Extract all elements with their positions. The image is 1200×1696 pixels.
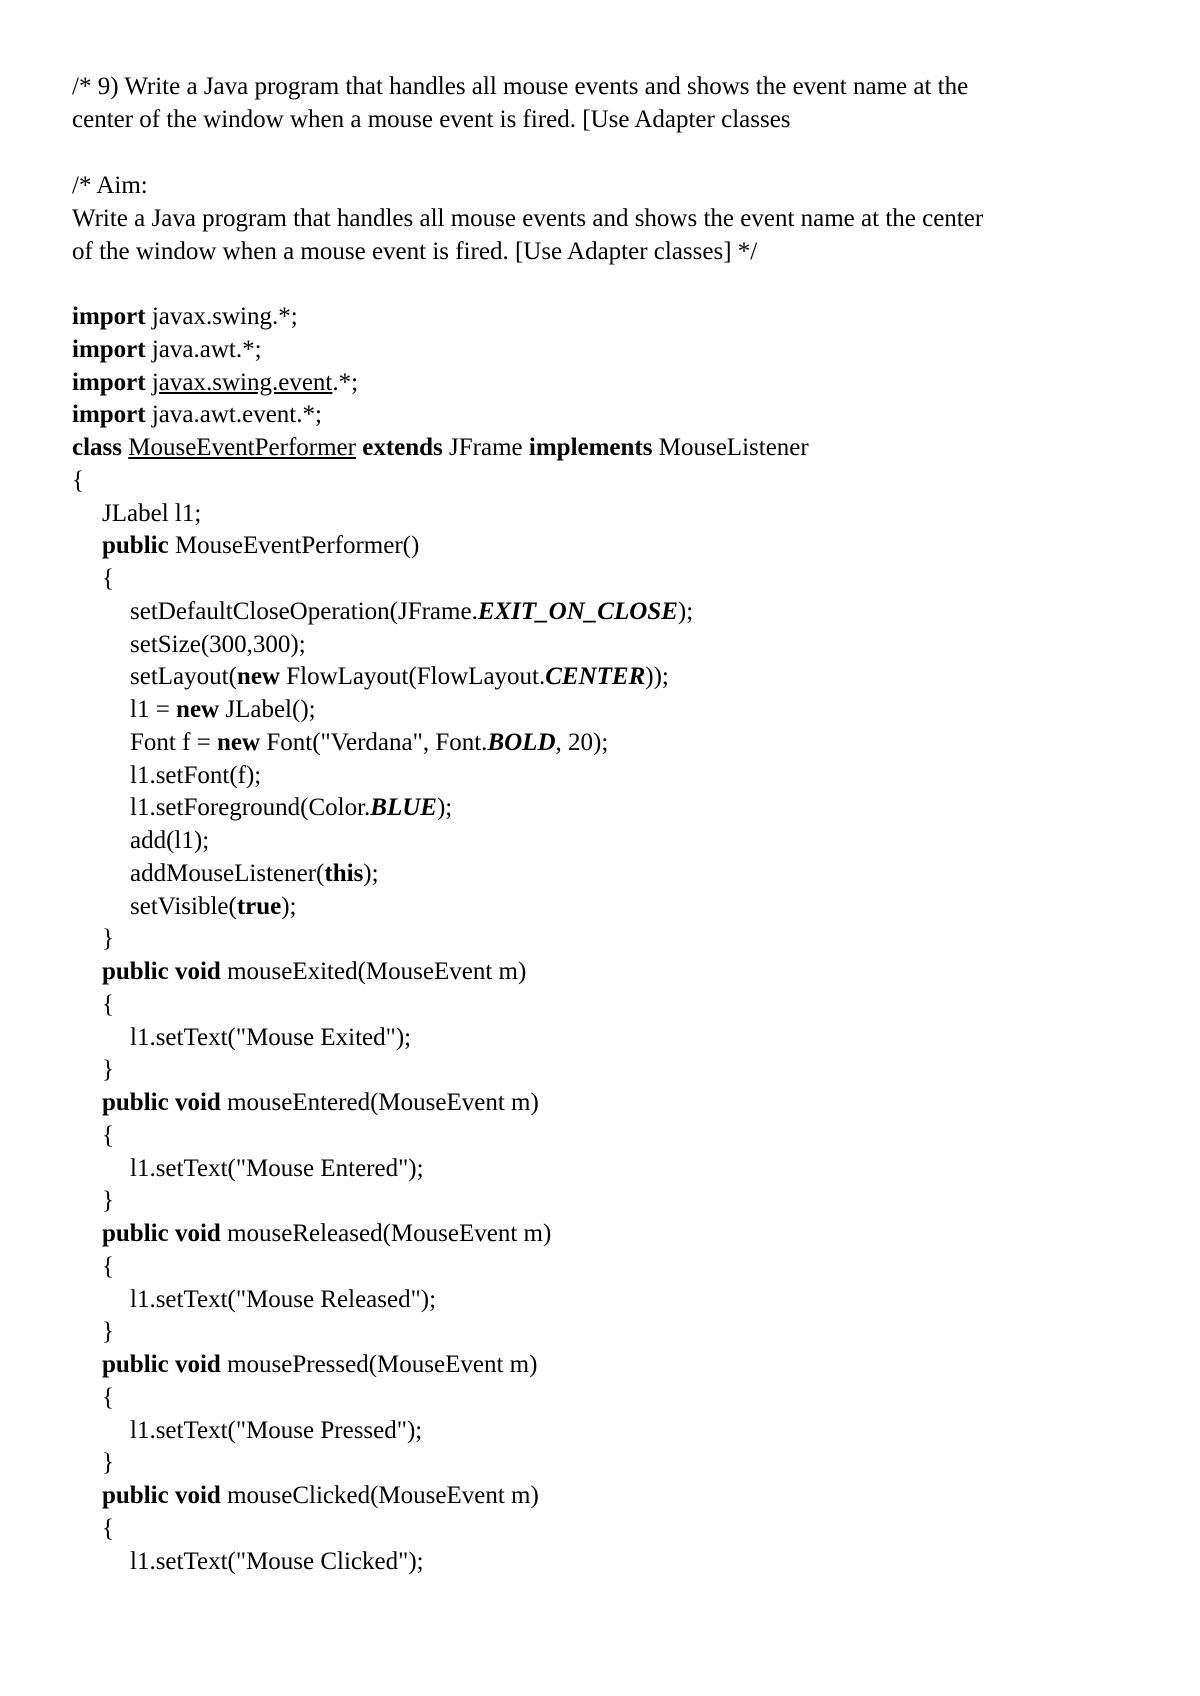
- keyword: public: [102, 1089, 169, 1116]
- constructor-signature: [72, 530, 1140, 563]
- keyword: implements: [528, 434, 653, 461]
- code-line: [72, 891, 1140, 924]
- code-line: l1.setText("Mouse Released");: [130, 1285, 437, 1313]
- keyword: import: [72, 368, 146, 396]
- code-line: l1.setText("Mouse Pressed");: [130, 1416, 423, 1444]
- import-line: [72, 399, 1140, 432]
- import-path: java.awt.*;: [145, 335, 262, 363]
- code-text: setLayout(: [130, 663, 237, 691]
- constant: EXIT_ON_CLOSE: [477, 597, 678, 625]
- keyword: void: [174, 1089, 221, 1116]
- code-text: );: [677, 597, 694, 625]
- class-declaration: [72, 432, 1140, 465]
- constant: BLUE: [370, 794, 437, 822]
- keyword: new: [236, 663, 280, 691]
- code-text: Font("Verdana", Font.: [260, 728, 488, 756]
- class-name: MouseEventPerformer: [128, 434, 356, 461]
- code-text: Font f =: [130, 728, 218, 756]
- keyword: import: [72, 335, 146, 363]
- method-signature: [72, 956, 1140, 989]
- keyword: this: [324, 859, 364, 887]
- keyword: public: [102, 958, 169, 985]
- code-line: [72, 661, 1140, 694]
- brace: {: [102, 1252, 114, 1280]
- code-text: );: [281, 892, 297, 920]
- code-line: [72, 858, 1140, 891]
- brace: }: [102, 925, 114, 953]
- question-line: center of the window when a mouse event is fired. [Use Adapter classes: [72, 106, 791, 133]
- keyword: new: [217, 728, 261, 756]
- constant: CENTER: [545, 663, 646, 691]
- method-name: mouseExited(MouseEvent m): [220, 958, 527, 985]
- code-line: add(l1);: [130, 827, 210, 854]
- code-text: FlowLayout(FlowLayout.: [279, 663, 546, 691]
- keyword: void: [174, 1220, 221, 1247]
- code-line: l1.setText("Mouse Clicked");: [130, 1547, 424, 1575]
- code-text: addMouseListener(: [130, 859, 325, 887]
- keyword: void: [174, 1351, 221, 1378]
- brace: {: [102, 1383, 114, 1411]
- method-signature: [72, 1349, 1140, 1382]
- method-name: mouseReleased(MouseEvent m): [220, 1220, 552, 1247]
- method-name: mousePressed(MouseEvent m): [220, 1351, 538, 1378]
- code-line: [72, 596, 1140, 629]
- import-package: javax.swing.event: [151, 368, 333, 396]
- method-name: mouseEntered(MouseEvent m): [220, 1089, 539, 1116]
- import-line: [72, 334, 1140, 367]
- code-text: );: [363, 859, 379, 887]
- code-text: l1.setForeground(Color.: [130, 794, 371, 822]
- import-line: [72, 367, 1140, 400]
- method-name: mouseClicked(MouseEvent m): [220, 1482, 539, 1509]
- problem-statement: [72, 70, 1140, 268]
- code-text: setVisible(: [130, 892, 237, 920]
- aim-line: Write a Java program that handles all mouse events and shows the event name at the center: [72, 205, 984, 232]
- code-line: [72, 792, 1140, 825]
- brace: }: [102, 1449, 114, 1477]
- keyword: extends: [362, 434, 443, 461]
- method-signature: [72, 1087, 1140, 1120]
- keyword: new: [176, 696, 220, 723]
- code-line: [72, 694, 1140, 727]
- code-line: l1.setText("Mouse Entered");: [130, 1154, 424, 1182]
- code-text: setDefaultCloseOperation(JFrame.: [130, 597, 478, 625]
- brace: }: [102, 1056, 114, 1084]
- keyword: public: [102, 1220, 169, 1247]
- code-line: l1.setFont(f);: [130, 761, 262, 789]
- import-line: [72, 301, 1140, 334]
- code-text: JLabel();: [219, 696, 316, 723]
- import-path: .*;: [332, 368, 359, 396]
- code-line: [72, 727, 1140, 760]
- brace: {: [102, 1121, 114, 1149]
- brace: {: [102, 565, 114, 592]
- parent-class: JFrame: [442, 434, 529, 461]
- code-text: , 20);: [555, 728, 609, 756]
- keyword: public: [102, 1351, 169, 1378]
- keyword: class: [72, 434, 122, 461]
- brace: }: [102, 1187, 114, 1215]
- method-signature: [72, 1218, 1140, 1251]
- brace: {: [102, 990, 114, 1018]
- code-line: setSize(300,300);: [130, 630, 306, 658]
- code-text: ));: [645, 663, 669, 691]
- keyword: import: [72, 303, 146, 330]
- brace: }: [102, 1318, 114, 1346]
- import-path: javax.swing.*;: [145, 303, 298, 330]
- brace: {: [102, 1514, 114, 1542]
- keyword: public: [102, 1482, 169, 1509]
- keyword: public: [102, 532, 169, 560]
- keyword: import: [72, 401, 146, 429]
- aim-label: /* Aim:: [72, 172, 148, 199]
- brace: {: [72, 466, 84, 494]
- constructor-name: MouseEventPerformer(): [168, 532, 420, 560]
- import-path: java.awt.event.*;: [145, 401, 322, 429]
- code-listing: [72, 301, 1140, 1578]
- keyword: true: [236, 892, 282, 920]
- question-line: /* 9) Write a Java program that handles all mouse events and shows the event name at the: [72, 73, 969, 100]
- code-text: );: [436, 794, 453, 822]
- constant: BOLD: [487, 728, 556, 756]
- method-signature: [72, 1480, 1140, 1513]
- field-declaration: JLabel l1;: [102, 499, 202, 527]
- aim-line: of the window when a mouse event is fired. [Use Adapter classes] */: [72, 238, 758, 265]
- keyword: void: [174, 1482, 221, 1509]
- code-text: l1 =: [130, 696, 177, 723]
- interface-name: MouseListener: [652, 434, 809, 461]
- keyword: void: [174, 958, 221, 985]
- code-line: l1.setText("Mouse Exited");: [130, 1023, 412, 1051]
